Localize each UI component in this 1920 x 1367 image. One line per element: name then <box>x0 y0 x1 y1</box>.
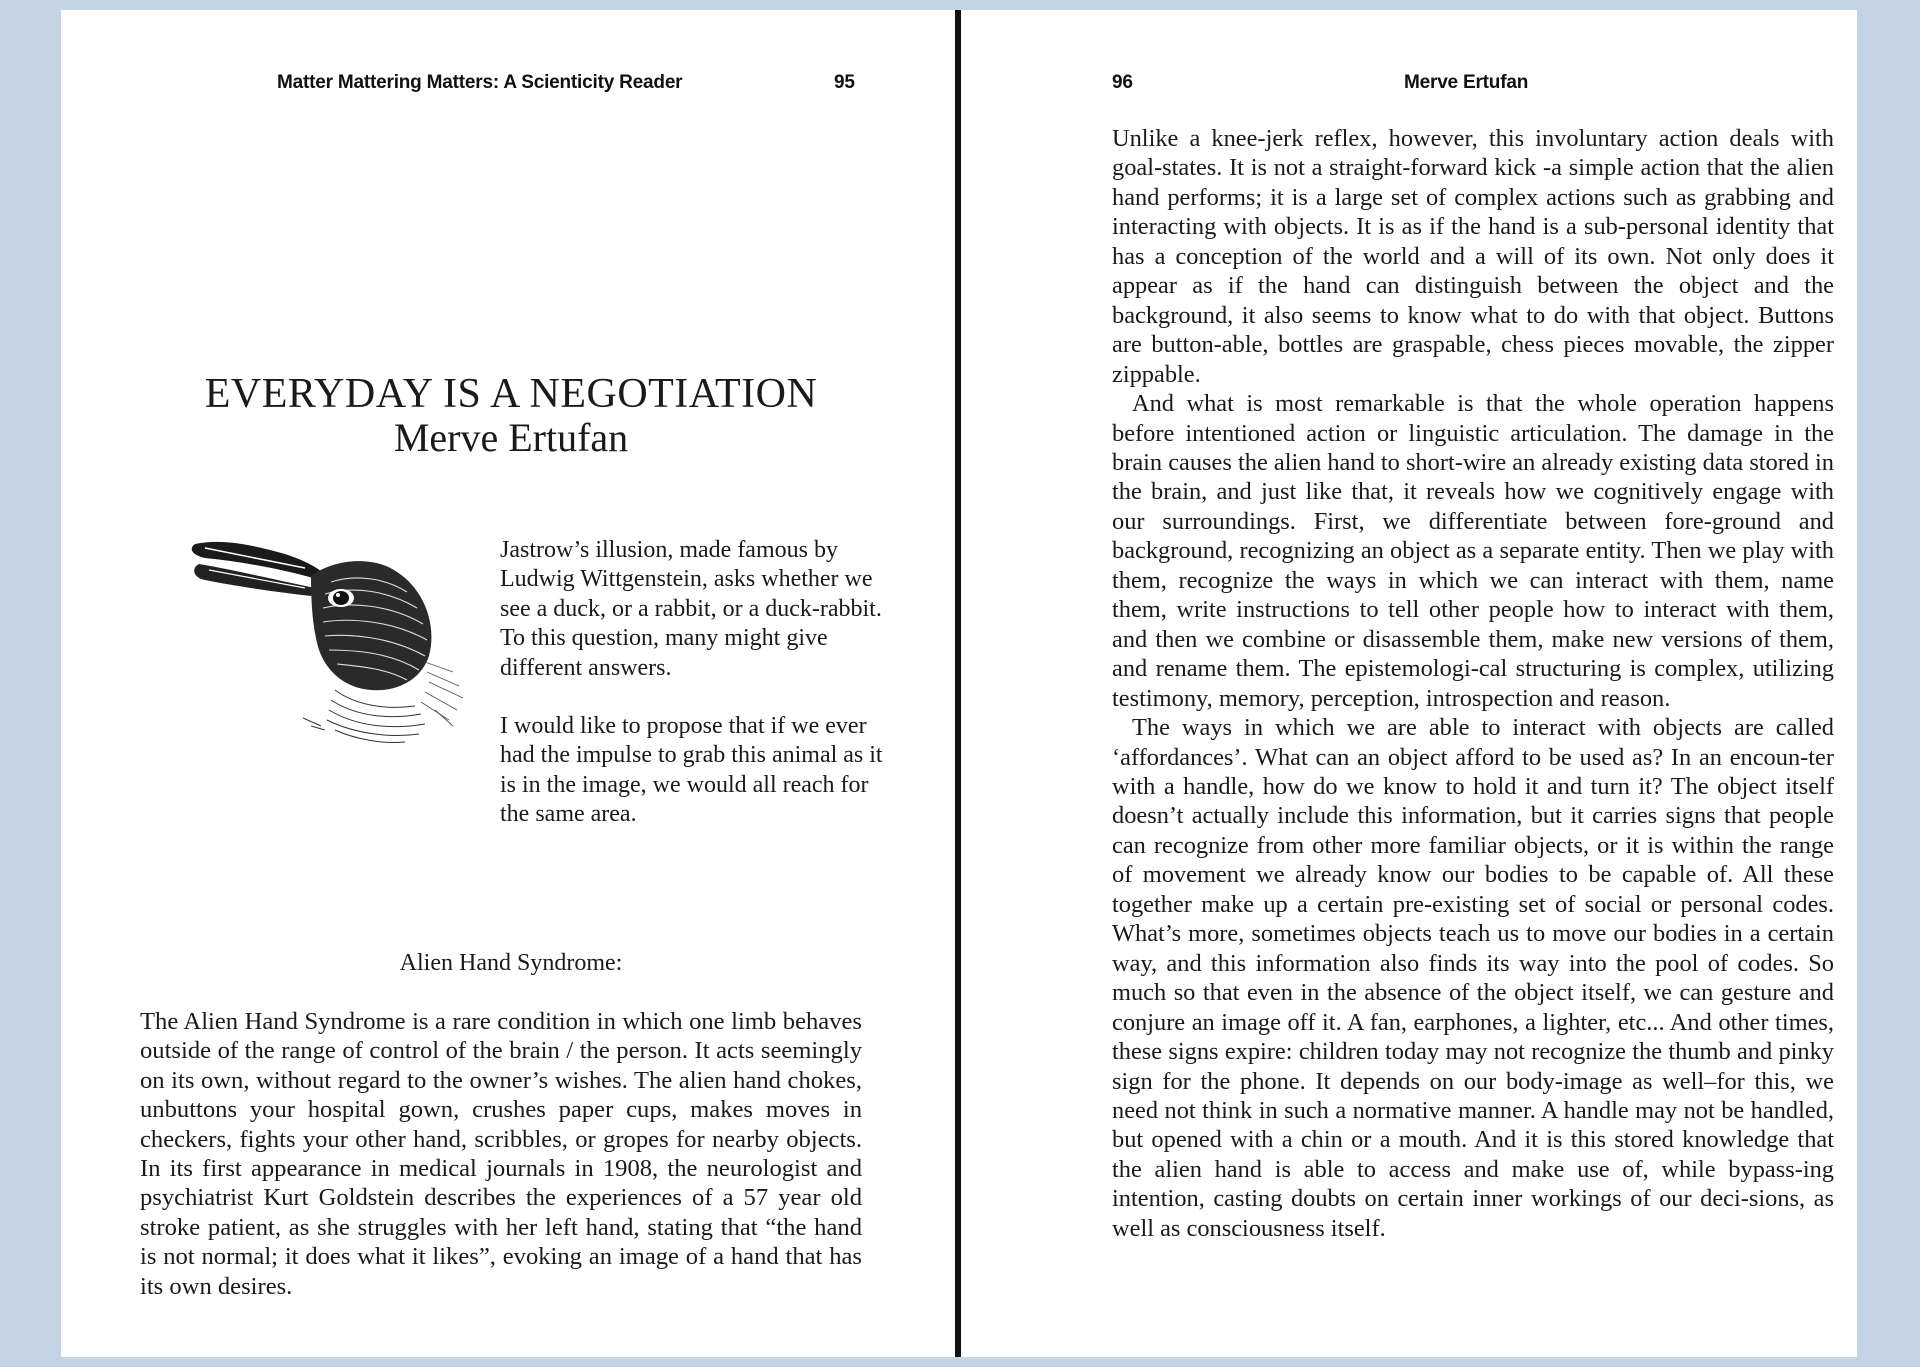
running-title: Matter Mattering Matters: A Scienticity Reader <box>277 72 683 93</box>
left-page <box>61 10 955 1357</box>
chapter-title: EVERYDAY IS A NEGOTIATION <box>204 371 818 417</box>
intro-paragraph: Jastrow’s illusion, made famous by Ludwig Wittgenstein, asks whether we see a duck, or a rabbit, or a duck-rabbit. To this question, many might give different answers. <box>500 537 882 681</box>
intro-text <box>500 536 900 859</box>
section-heading: Alien Hand Syndrome: <box>399 950 623 976</box>
left-body-text <box>140 1007 862 1301</box>
right-page <box>963 10 1857 1357</box>
duck-rabbit-illustration-icon <box>135 530 475 755</box>
page-number-left: 95 <box>834 72 855 93</box>
body-paragraph: Unlike a knee-jerk reflex, however, this involuntary action deals with goal-states. It is not a straight-forward kick -a simple action that the alien hand performs; it is a large set of complex actions such as grabbing and interacting with objects. It is as if the hand is a sub-personal identity that has a conception of the world and a will of its own. Not only does it appear as if the hand can distinguish between the object and the background, it also seems to know what to do with that object. Buttons are button-able, bottles are graspable, chess pieces movable, the zipper zippable. <box>1112 125 1834 388</box>
body-paragraph: The Alien Hand Syndrome is a rare condition in which one limb behaves outside of the range of control of the brain / the person. It acts seemingly on its own, without regard to the owner’s wishes. The alien hand chokes, unbuttons your hospital gown, crushes paper cups, makes moves in checkers, fights your other hand, scribbles, or gropes for nearby objects. In its first appearance in medical journals in 1908, the neurologist and psychiatrist Kurt Goldstein describes the experiences of a 57 year old stroke patient, as she struggles with her left hand, stating that “the hand is not normal; it does what it likes”, evoking an image of a hand that has its own desires. <box>140 1008 862 1300</box>
book-spread <box>61 10 1857 1357</box>
running-author: Merve Ertufan <box>1404 72 1529 93</box>
right-body-text <box>1112 124 1834 1243</box>
body-paragraph: And what is most remarkable is that the whole operation happens before intentioned action or linguistic articulation. The damage in the brain causes the alien hand to short-wire an already existing data stored in the brain, and just like that, it reveals how we cognitively engage with our surroundings. First, we differentiate between fore-ground and background, recognizing an object as a separate entity. Then we play with them, recognize the ways in which we can interact with them, name them, write instructions to tell other people how to interact with them, and then we combine or disassemble them, make new versions of them, and rename them. The epistemologi-cal structuring is complex, utilizing testimony, memory, perception, introspection and reason. <box>1112 390 1834 712</box>
chapter-author: Merve Ertufan <box>393 415 629 460</box>
book-gutter <box>955 10 961 1357</box>
intro-paragraph: I would like to propose that if we ever had the impulse to grab this animal as it is in the image, we would all reach for the same area. <box>500 713 883 828</box>
page-number-right: 96 <box>1112 72 1133 93</box>
chapter-title-block <box>201 372 821 460</box>
body-paragraph: The ways in which we are able to interact with objects are called ‘affordances’. What can an object afford to be used as? In an encoun-ter with a handle, how do we know to hold it and turn it? The object itself doesn’t actually include this information, but it carries signs that people can recognize from other more familiar objects, or it is within the range of movement we already know our bodies to be capable of. All these together make up a certain pre-existing set of social or personal codes. What’s more, sometimes objects teach us to move our bodies in a certain way, and this information also finds its way into the pool of codes. So much so that even in the absence of the object itself, we can gesture and conjure an image off it. A fan, earphones, a lighter, etc... And other times, these signs expire: children today may not recognize the thumb and pinky sign for the phone. It depends on our body-image as well–for this, we need not think in such a normative manner. A handle may not be handled, but opened with a chin or a mouth. And it is this stored knowledge that the alien hand is able to access and make use of, while bypass-ing intention, casting doubts on certain inner workings of our deci-sions, as well as consciousness itself. <box>1112 714 1834 1242</box>
